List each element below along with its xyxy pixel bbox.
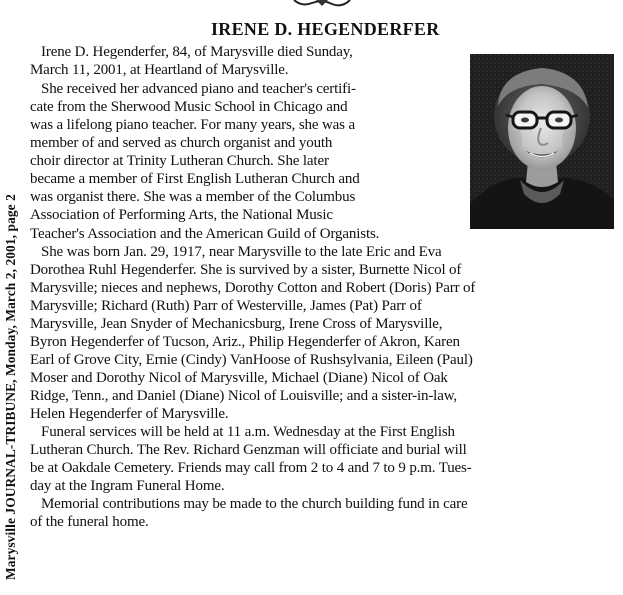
text-line: Lutheran Church. The Rev. Richard Genzman will officiate and burial will bbox=[30, 442, 467, 458]
text-line: was organist there. She was a member of the Columbus bbox=[30, 189, 356, 205]
text-line: Ridge, Tenn., and Daniel (Diane) Nicol of Louisville; and a sister-in-law, bbox=[30, 388, 458, 404]
text-line: Marysville; Richard (Ruth) Parr of Westerville, James (Pat) Parr of bbox=[30, 298, 422, 314]
text-line: choir director at Trinity Lutheran Church. She later bbox=[30, 153, 329, 169]
text-line: Teacher's Association and the American Guild of Organists. bbox=[30, 226, 380, 242]
text-line: cate from the Sherwood Music School in Chicago and bbox=[30, 99, 348, 115]
text-line: day at the Ingram Funeral Home. bbox=[30, 478, 225, 494]
text-line: Earl of Grove City, Ernie (Cindy) VanHoose of Rushsylvania, Eileen (Paul) bbox=[30, 352, 473, 368]
text-line: Memorial contributions may be made to the church building fund in care bbox=[41, 496, 468, 512]
text-line: of the funeral home. bbox=[30, 514, 149, 530]
text-line: member of and served as church organist and youth bbox=[30, 135, 333, 151]
text-line: Byron Hegenderfer of Tucson, Ariz., Philip Hegenderfer of Akron, Karen bbox=[30, 334, 460, 350]
text-line: Dorothea Ruhl Hegenderfer. She is survived by a sister, Burnette Nicol of bbox=[30, 262, 462, 278]
text-line: Association of Performing Arts, the National Music bbox=[30, 207, 333, 223]
text-line: became a member of First English Lutheran Church and bbox=[30, 171, 360, 187]
text-line: March 11, 2001, at Heartland of Marysville. bbox=[30, 62, 289, 78]
text-line: Marysville; nieces and nephews, Dorothy Cotton and Robert (Doris) Parr of bbox=[30, 280, 476, 296]
obituary-headline: IRENE D. HEGENDERFER bbox=[211, 19, 440, 39]
text-line: was a lifelong piano teacher. For many years, she was a bbox=[30, 117, 355, 133]
text-line: Marysville, Jean Snyder of Mechanicsburg, Irene Cross of Marysville, bbox=[30, 316, 443, 332]
text-line: She received her advanced piano and teacher's certifi- bbox=[41, 81, 356, 97]
text-line: be at Oakdale Cemetery. Friends may call from 2 to 4 and 7 to 9 p.m. Tues- bbox=[30, 460, 472, 476]
text-line: Funeral services will be held at 11 a.m. Wednesday at the First English bbox=[41, 424, 455, 440]
source-caption-text: Marysville JOURNAL-TRIBUNE, Monday, March 2, 2001, page 2 bbox=[3, 194, 18, 580]
text-line: She was born Jan. 29, 1917, near Marysville to the late Eric and Eva bbox=[41, 244, 442, 260]
text-line: Helen Hegenderfer of Marysville. bbox=[30, 406, 229, 422]
text-line: Irene D. Hegenderfer, 84, of Marysville died Sunday, bbox=[41, 44, 353, 60]
text-line: Moser and Dorothy Nicol of Marysville, Michael (Diane) Nicol of Oak bbox=[30, 370, 448, 386]
